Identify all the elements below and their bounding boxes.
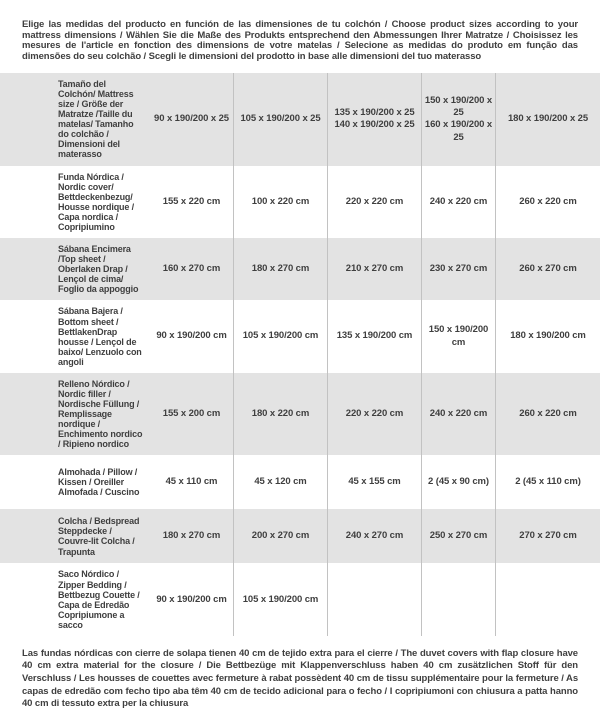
size-value: 90 x 190/200 x 25 bbox=[154, 113, 229, 125]
product-label: Almohada / Pillow / Kissen / Oreiller Almofada / Cuscino bbox=[58, 467, 140, 498]
size-value: 260 x 220 cm bbox=[495, 166, 600, 238]
footer-note: Las fundas nórdicas con cierre de solapa tienen 40 cm de tejido extra para el cierre / The duvet covers with flap closure have 40 cm extra material for the closure / Die Bettbezüge mit Klappenverschluss haben 40 cm zusätzlichen Stoff für den Verschluss / Les housses de couettes avec fermeture à rabat possèdent 40 cm de tissu supplémentaire pour la fermeture / As capas de edredão com fecho tipo aba têm 40 cm de tecido adicional para o fecho / I copripiumoni con chiusura a patta hanno 40 cm di tessuto extra per la chiusura bbox=[22, 647, 578, 710]
product-label: Saco Nórdico / Zipper Bedding / Bettbezug Couette / Capa de Edredão Copripiumone a sacco bbox=[58, 569, 140, 630]
size-value: 135 x 190/200 cm bbox=[327, 300, 421, 372]
size-value: 270 x 270 cm bbox=[495, 509, 600, 563]
size-value: 90 x 190/200 cm bbox=[156, 330, 227, 342]
size-value: 240 x 220 cm bbox=[421, 373, 495, 456]
size-value: 260 x 220 cm bbox=[495, 373, 600, 456]
size-value bbox=[327, 563, 421, 635]
intro-text: Elige las medidas del producto en función de las dimensiones de tu colchón / Choose product sizes according to your mattress dimensions / Wählen Sie die Maße des Produkts entsprechend den Abmessungen Ihrer Matratze / Choisissez les mesures de l'article en fonction des dimensions de votre matelas / Selecione as medidas do produto em função das dimensões do seu colchão / Scegli le dimensioni del prodotto in base alle dimensioni del tuo materasso bbox=[22, 19, 578, 63]
size-value: 45 x 120 cm bbox=[233, 455, 327, 509]
size-value: 250 x 270 cm bbox=[421, 509, 495, 563]
size-value: 200 x 270 cm bbox=[233, 509, 327, 563]
size-value: 155 x 200 cm bbox=[162, 407, 221, 419]
size-value: 180 x 270 cm bbox=[233, 238, 327, 300]
size-value: 100 x 220 cm bbox=[233, 166, 327, 238]
size-value: 160 x 270 cm bbox=[162, 263, 221, 275]
table-row-bottom-sheet bbox=[0, 300, 600, 372]
size-value: 2 (45 x 90 cm) bbox=[421, 455, 495, 509]
size-value: 260 x 270 cm bbox=[495, 238, 600, 300]
size-value: 220 x 220 cm bbox=[327, 166, 421, 238]
size-table bbox=[0, 73, 600, 636]
size-value bbox=[421, 563, 495, 635]
size-value bbox=[495, 563, 600, 635]
table-row-mattress-size bbox=[0, 73, 600, 166]
product-label: Sábana Encimera /Top sheet / Oberlaken Drap / Lençol de cima/ Foglio da appoggio bbox=[58, 244, 139, 295]
size-value: 210 x 270 cm bbox=[327, 238, 421, 300]
size-value: 105 x 190/200 x 25 bbox=[233, 73, 327, 166]
product-label: Funda Nórdica / Nordic cover/ Bettdeckenbezug/ Housse nordique / Capa nordica / Copripiumino bbox=[58, 171, 134, 232]
size-value: 180 x 190/200 cm bbox=[495, 300, 600, 372]
product-label: Colcha / Bedspread Steppdecke / Couvre-lit Colcha / Trapunta bbox=[58, 516, 140, 557]
size-value: 90 x 190/200 cm bbox=[156, 593, 227, 605]
size-value: 2 (45 x 110 cm) bbox=[495, 455, 600, 509]
size-value: 180 x 270 cm bbox=[162, 530, 221, 542]
size-value: 105 x 190/200 cm bbox=[233, 300, 327, 372]
size-value: 155 x 220 cm bbox=[162, 195, 221, 207]
product-label: Tamaño del Colchón/ Mattress size / Größe der Matratze /Taille du matelas/ Tamanho do colchão / Dimensioni del materasso bbox=[58, 78, 134, 160]
size-value: 150 x 190/200 cm bbox=[421, 300, 495, 372]
size-value: 220 x 220 cm bbox=[327, 373, 421, 456]
size-value: 180 x 220 cm bbox=[233, 373, 327, 456]
product-label: Relleno Nórdico / Nordic filler / Nordische Füllung / Remplissage nordique / Enchimento nordico / Ripieno nordico bbox=[58, 378, 143, 450]
size-value: 240 x 220 cm bbox=[421, 166, 495, 238]
size-value: 45 x 155 cm bbox=[327, 455, 421, 509]
size-value: 230 x 270 cm bbox=[421, 238, 495, 300]
size-value: 45 x 110 cm bbox=[165, 476, 218, 488]
product-label: Sábana Bajera / Bottom sheet / BettlakenDrap housse / Lençol de baixo/ Lenzuolo con angoli bbox=[58, 306, 142, 367]
table-row-pillow bbox=[0, 455, 600, 509]
table-row-nordic-filler bbox=[0, 373, 600, 456]
size-value: 150 x 190/200 x 25 160 x 190/200 x 25 bbox=[421, 73, 495, 166]
size-value: 105 x 190/200 cm bbox=[233, 563, 327, 635]
table-row-zipper-bedding bbox=[0, 563, 600, 635]
table-row-top-sheet bbox=[0, 238, 600, 300]
table-row-bedspread bbox=[0, 509, 600, 563]
size-value: 240 x 270 cm bbox=[327, 509, 421, 563]
size-value: 135 x 190/200 x 25 140 x 190/200 x 25 bbox=[327, 73, 421, 166]
size-value: 180 x 190/200 x 25 bbox=[495, 73, 600, 166]
table-row-nordic-cover bbox=[0, 166, 600, 238]
